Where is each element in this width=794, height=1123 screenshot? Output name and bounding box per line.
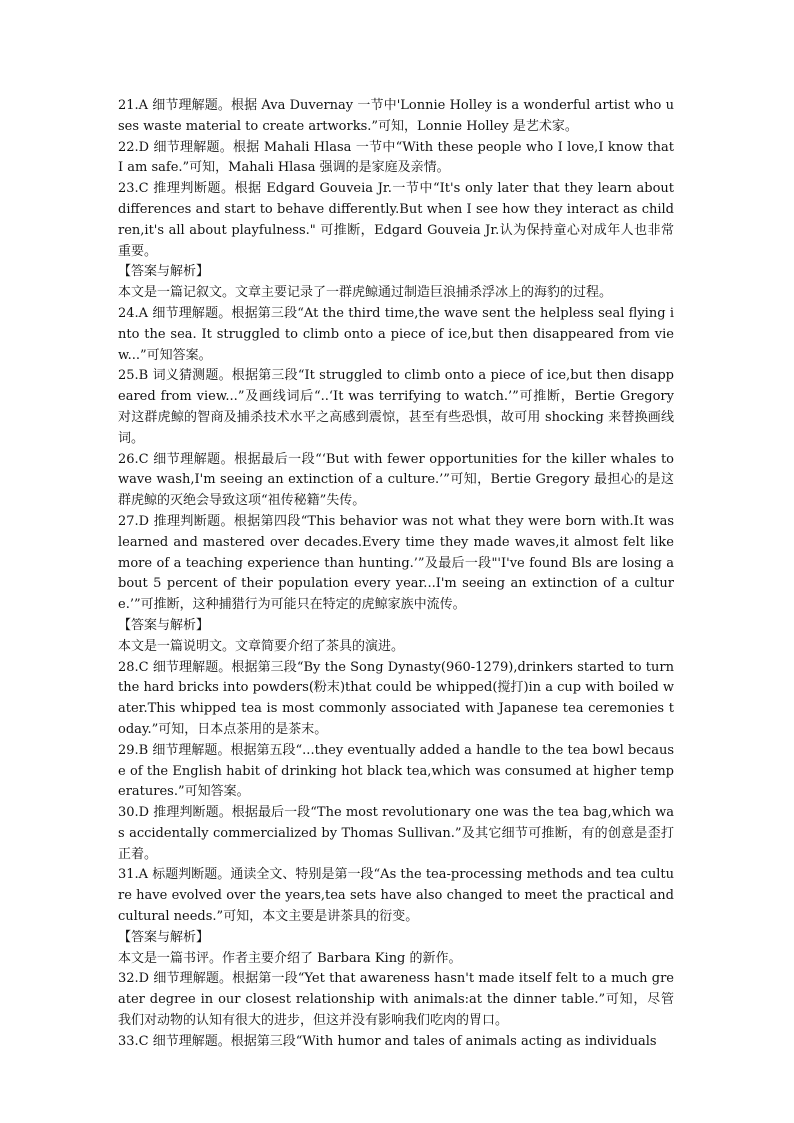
answer-paragraph: 28.C 细节理解题。根据第三段“By the Song Dynasty(960-1279),drinkers started to turn the hard bricks into powders(粉末)that could be whipped(搅打)in a cup with boiled water.This whipped tea is most commonly associated with Japanese tea ceremonies today.”可知，日本点茶用的是茶末。 bbox=[118, 659, 674, 737]
section-heading: 【答案与解析】 bbox=[118, 617, 210, 633]
answer-paragraph: 29.B 细节理解题。根据第五段“...they eventually added a handle to the tea bowl because of the English habit of drinking hot black tea,which was consumed at higher temperatures.”可知答案。 bbox=[118, 742, 674, 800]
answer-paragraph: 33.C 细节理解题。根据第三段“With humor and tales of animals acting as individuals bbox=[118, 1033, 657, 1049]
answer-paragraph: 27.D 推理判断题。根据第四段“This behavior was not what they were born with.It was learned and mastered over decades.Every time they made waves,it almost felt like more of a teaching experience than hunting.’”及最后一段"'I've found Bls are losing about 5 percent of their population every year...I'm seeing an extinction of a culture.’”可推断，这种捕猎行为可能只在特定的虎鲸家族中流传。 bbox=[118, 513, 674, 613]
answer-paragraph: 22.D 细节理解题。根据 Mahali Hlasa 一节中“With these people who I love,I know that I am safe.”可知，Mahali Hlasa 强调的是家庭及亲情。 bbox=[118, 139, 674, 176]
answer-paragraph: 24.A 细节理解题。根据第三段“At the third time,the wave sent the helpless seal flying into the sea. It struggled to climb onto a piece of ice,but then disappeared from view...”可知答案。 bbox=[118, 305, 674, 363]
passage-summary: 本文是一篇书评。作者主要介绍了 Barbara King 的新作。 bbox=[118, 950, 462, 966]
passage-summary: 本文是一篇记叙文。文章主要记录了一群虎鲸通过制造巨浪捕杀浮冰上的海豹的过程。 bbox=[118, 285, 613, 301]
answer-key-page bbox=[118, 96, 674, 1053]
section-heading: 【答案与解析】 bbox=[118, 929, 210, 945]
answer-paragraph: 25.B 词义猜测题。根据第三段“It struggled to climb onto a piece of ice,but then disappeared from view...”及画线词后“..‘It was terrifying to watch.’”可推断，Bertie Gregory 对这群虎鲸的智商及捕杀技术水平之高感到震惊，甚至有些恐惧，故可用 shocking 来替换画线词。 bbox=[118, 368, 674, 446]
answer-paragraph: 30.D 推理判断题。根据最后一段“The most revolutionary one was the tea bag,which was accidentally commercialized by Thomas Sullivan.”及其它细节可推断，有的创意是歪打正着。 bbox=[118, 805, 674, 862]
answer-paragraph: 23.C 推理判断题。根据 Edgard Gouveia Jr.一节中“It's only later that they learn about differences and start to behave differently.But when I see how they interact as children,it's all about playfulness." 可推断，Edgard Gouveia Jr.认为保持童心对成年人也非常重要。 bbox=[118, 181, 674, 259]
passage-summary: 本文是一篇说明文。文章简要介绍了茶具的演进。 bbox=[118, 638, 405, 654]
section-heading: 【答案与解析】 bbox=[118, 264, 210, 280]
answer-paragraph: 32.D 细节理解题。根据第一段“Yet that awareness hasn't made itself felt to a much greater degree in our closest relationship with animals:at the dinner table.”可知，尽管我们对动物的认知有很大的进步，但这并没有影响我们吃肉的胃口。 bbox=[118, 971, 674, 1029]
answer-paragraph: 26.C 细节理解题。根据最后一段“‘But with fewer opportunities for the killer whales to wave wash,I'm seeing an extinction of a culture.’”可知，Bertie Gregory 最担心的是这群虎鲸的灭绝会导致这项“祖传秘籍”失传。 bbox=[118, 451, 674, 509]
answer-paragraph: 31.A 标题判断题。通读全文、特别是第一段“As the tea-processing methods and tea culture have evolved over the years,tea sets have also changed to meet the practical and cultural needs.”可知，本文主要是讲茶具的衍变。 bbox=[118, 867, 674, 925]
answer-paragraph: 21.A 细节理解题。根据 Ava Duvernay 一节中'Lonnie Holley is a wonderful artist who uses waste material to create artworks.”可知，Lonnie Holley 是艺术家。 bbox=[118, 98, 674, 134]
